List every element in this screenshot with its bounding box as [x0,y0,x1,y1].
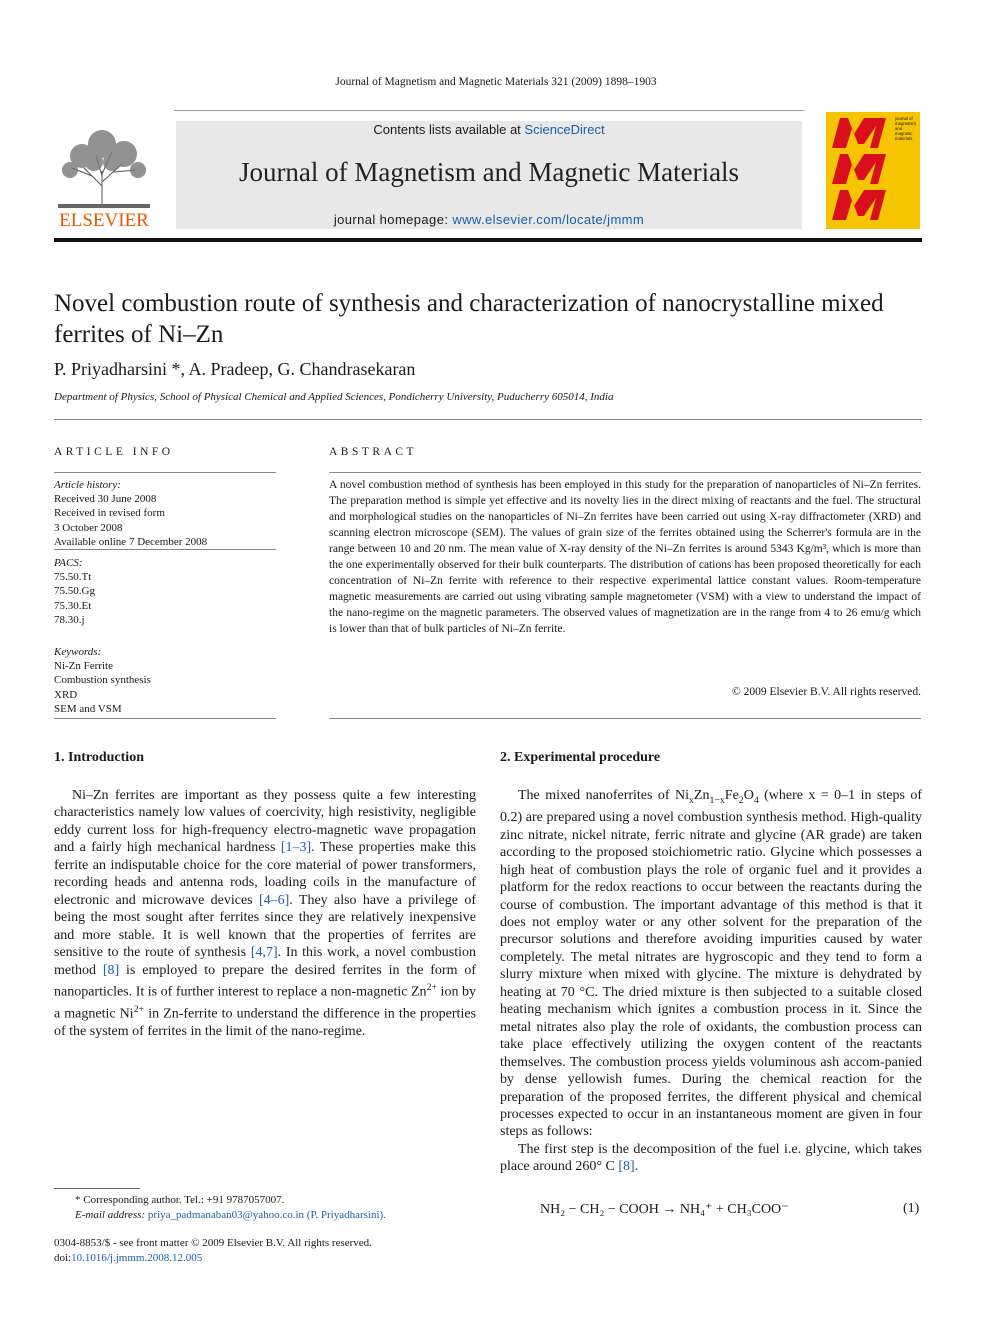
article-title: Novel combustion route of synthesis and characterization of nanocrystalline mixed ferrites of Ni–Zn [54,290,884,348]
keyword: Combustion synthesis [54,674,151,687]
header-rule [54,238,922,242]
email-line: E-mail address: priya_padmanaban03@yahoo.co.in (P. Priyadharsini). [75,1209,386,1221]
divider [329,718,921,719]
tree-icon [52,116,156,232]
history-item: Available online 7 December 2008 [54,535,208,548]
running-head: Journal of Magnetism and Magnetic Materials 321 (2009) 1898–1903 [335,76,657,88]
divider [329,472,921,473]
footnote-rule [54,1188,140,1189]
divider [174,110,804,111]
divider [54,472,276,473]
article-history [54,478,276,549]
keywords-list [54,645,276,716]
keyword: XRD [54,688,78,701]
svg-text:ELSEVIER: ELSEVIER [59,210,149,231]
equation: NH₂ − CH₂ − COOH → NH₄⁺ + CH₃COO⁻ [540,1202,789,1217]
contents-prefix: Contents lists available at [373,122,525,137]
paragraph: The first step is the decomposition of the fuel i.e. glycine, which takes place around 260° C [8]. [500,1141,922,1175]
keyword: SEM and VSM [54,702,122,715]
journal-title: Journal of Magnetism and Magnetic Materials [238,157,740,187]
homepage-prefix: journal homepage: [333,212,453,227]
divider [54,718,276,719]
journal-banner [176,121,802,229]
copyright: © 2009 Elsevier B.V. All rights reserved. [732,686,921,698]
history-label: Article history: [54,479,121,491]
mmm-logo-icon [826,112,896,229]
citation-link[interactable]: [1–3] [280,840,312,856]
affiliation: Department of Physics, School of Physical Chemical and Applied Sciences, Pondicherry University, Puducherry 605014, India [54,391,614,403]
citation-link[interactable]: [4,7] [250,945,278,961]
homepage-line [176,212,802,227]
introduction-heading: 1. Introduction [54,750,144,765]
pacs-list [54,556,276,627]
front-matter [54,1236,372,1266]
history-item: 3 October 2008 [54,521,123,534]
elsevier-logo[interactable] [52,116,156,232]
experimental-body [500,787,922,1176]
contents-line [176,121,802,137]
introduction-body [54,787,476,1041]
corresponding-author: * Corresponding author. Tel.: +91 9787057007. [75,1194,285,1206]
citation-link[interactable]: [8] [618,1159,635,1175]
divider [54,549,276,550]
doi-link[interactable]: 10.1016/j.jmmm.2008.12.005 [71,1252,203,1264]
paragraph: Ni–Zn ferrites are important as they possess quite a few interesting characteristics namely low values of coercivity, high resistivity, negligible eddy current loss for high-frequency electro-magnetic wave propagation and a fairly high mechanical hardness [1–3]. These properties make this ferrite an indisputable choice for the core material of power transformers, recording heads and antenna rods, loading coils in the manufacture of electronic and microwave devices [4–6]. They also have a privilege of being the most sought after ferrites since they are relatively inexpensive and more stable. It is well known that the properties of ferrites are sensitive to the route of synthesis [4,7]. In this work, a novel combustion method [8] is employed to prepare the desired ferrites in the form of nanoparticles. It is of further interest to replace a non-magnetic $Zn^{2+}$ ion by a magnetic $Ni^{2+}$ in Zn-ferrite to understand the difference in the properties of the system of ferrites in the limit of the nano-regime. [54,788,476,1040]
history-item: Received 30 June 2008 [54,493,157,506]
keywords-label: Keywords: [54,646,102,658]
issn-line: 0304-8853/$ - see front matter © 2009 Elsevier B.V. All rights reserved. [54,1237,372,1249]
citation-link[interactable]: [8] [102,962,120,978]
pacs-item: 75.50.Gg [54,585,95,598]
pacs-label: PACS: [54,557,83,569]
authors: P. Priyadharsini *, A. Pradeep, G. Chandrasekaran [54,359,416,379]
article-info-heading: ARTICLE INFO [54,446,174,458]
footnote [54,1193,484,1223]
pacs-item: 75.30.Et [54,599,92,612]
citation-link[interactable]: [4–6] [258,892,290,908]
equation-number: (1) [903,1201,920,1216]
pacs-item: 75.50.Tt [54,571,92,584]
abstract-heading: ABSTRACT [329,446,418,458]
divider [54,419,922,420]
history-item: Received in revised form [54,507,165,520]
homepage-link[interactable]: www.elsevier.com/locate/jmmm [452,212,645,227]
doi-line: doi:10.1016/j.jmmm.2008.12.005 [54,1252,203,1264]
journal-cover[interactable] [826,112,920,229]
sciencedirect-link[interactable]: ScienceDirect [524,122,605,137]
paragraph: The mixed nanoferrites of $Ni_xZn_{1-x}Fe_2O_4$ (where x = 0–1 in steps of 0.2) are prepared using a novel combustion synthesis method. High-quality zinc nitrate, nickel nitrate, ferric nitrate and glycine (AR grade) are taken according to the proposed stoichiometric ratio. Glycine which possesses a high heat of combustion plays the role of organic fuel and it provides a platform for the redox reactions to occur between the reactants during the course of combustion. The important advantage of this method is that it does not employ water or any other solvent for the preparation of the precursor solutions and therefore avoiding impurities caused by water completely. The metal nitrates are hygroscopic and they tend to form a slurry mixture when mixed with glycine. The mixture is dehydrated by heating at 70 °C. The dried mixture is then subjected to a suitable closed heating mechanism which ignites a combustion process in it. Since the metal nitrates also play the role of oxidants, the combustion process can take place effectively utilizing the oxygen content of the reactants themselves. The combustion process yields voluminous ash accom-panied by dense yellowish fumes. During the chemical reaction for the preparation of the proposed ferrites, the different physical and chemical processes expected to occur in an instantaneous moment are given in four steps as follows: [500,788,923,1140]
abstract-text: A novel combustion method of synthesis has been employed in this study for the preparation of nanoparticles of Ni–Zn ferrites. The preparation method is simple yet effective and its novelty lies in the direct mixing of reactants and the fuel. The structural and morphological studies on the nanoparticles of Ni–Zn ferrites have been carried out using X-ray diffractometer (XRD) and scanning electron microscope (SEM). The values of grain size of the ferrites obtained using the Scherrer's formula are in the range between 10 and 20 nm. The mean value of X-ray density of the Ni–Zn ferrites is around 5343 Kg/m³, which is more than the one experimentally observed for their bulk counterparts. The distribution of cations has been proposed theoretically for each concentration of Ni–Zn ferrite with reference to their respective experimental lattice constant values. Room-temperature magnetic measurements are carried out using vibrating sample magnetometer (VSM) with a view to understand the impact of the nano-regime on the magnetic parameters. The observed values of magnetization are in the range from 4 to 26 emu/g which is lower than that of bulk particles of Ni–Zn ferrite. [329,479,921,635]
pacs-item: 78.30.j [54,613,85,626]
email-link[interactable]: priya_padmanaban03@yahoo.co.in (P. Priyadharsini). [147,1209,386,1221]
keyword: Ni-Zn Ferrite [54,660,113,673]
experimental-heading: 2. Experimental procedure [500,750,661,765]
cover-title: journal of magnetism and magnetic materials [895,116,917,141]
